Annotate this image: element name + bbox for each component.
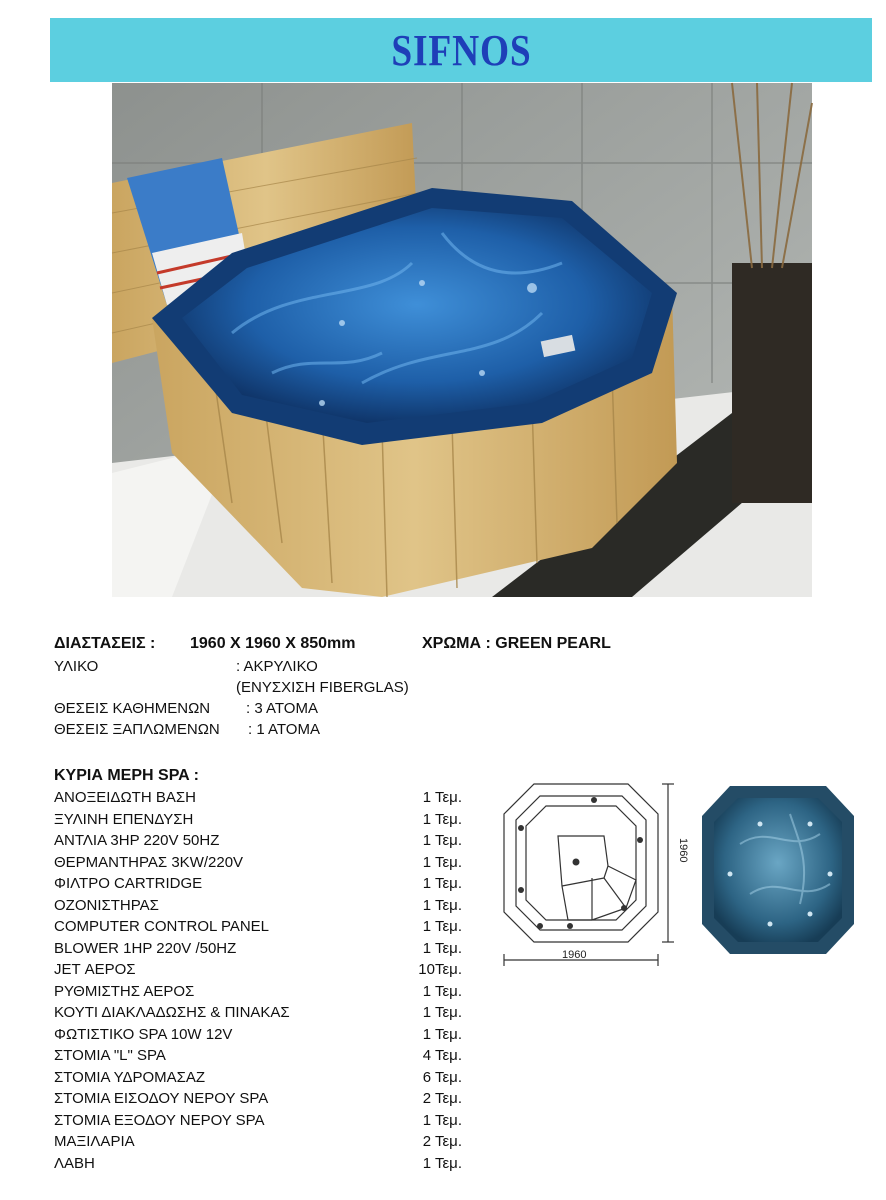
material-row-2 <box>54 677 814 698</box>
material-value: : ΑΚΡΥΛΙΚΟ <box>236 658 318 675</box>
spa-thumbnail-svg <box>700 784 856 956</box>
spec-header-line <box>54 633 814 654</box>
list-item: ΣΤΟΜΙΑ "L" SPA 4 Τεμ. <box>54 1047 462 1064</box>
product-title: SIFNOS <box>390 25 532 75</box>
list-item: ΡΥΘΜΙΣΤΗΣ ΑΕΡΟΣ 1 Τεμ. <box>54 982 462 1000</box>
seated-row <box>54 698 814 719</box>
parts-title: ΚΥΡΙΑ ΜΕΡΗ SPA : <box>54 767 199 784</box>
lying-row <box>54 719 814 740</box>
seated-value: : 3 ΑΤΟΜΑ <box>246 700 318 717</box>
spa-photo <box>112 83 812 597</box>
list-item: ΞΥΛΙΝΗ ΕΠΕΝΔΥΣΗ 1 Τεμ. <box>54 810 462 828</box>
list-item: ΛΑΒΗ 1 Τεμ. <box>54 1154 462 1172</box>
list-item: ΑΝΤΛΙΑ 3HP 220V 50HZ 1 Τεμ. <box>54 832 462 849</box>
list-item: ΣΤΟΜΙΑ ΕΞΟΔΟΥ ΝΕΡΟΥ SPA 1 Τεμ. <box>54 1111 462 1129</box>
color-label: ΧΡΩΜΑ : GREEN PEARL <box>422 635 611 652</box>
material-label: ΥΛΙΚΟ <box>54 658 99 675</box>
dimensions-label: ΔΙΑΣΤΑΣΕΙΣ : <box>54 635 156 652</box>
list-item: ΘΕΡΜΑΝΤΗΡΑΣ 3KW/220V 1 Τεμ. <box>54 853 462 871</box>
spec-block <box>54 633 814 740</box>
list-item: ΟΖΟΝΙΣΤΗΡΑΣ 1 Τεμ. <box>54 896 462 914</box>
title-banner <box>50 18 872 82</box>
list-item: ΦΩΤΙΣΤΙΚΟ SPA 10W 12V 1 Τεμ. <box>54 1025 462 1043</box>
list-item: ΣΤΟΜΙΑ ΕΙΣΟΔΟΥ ΝΕΡΟΥ SPA 2 Τεμ. <box>54 1090 462 1107</box>
list-item: ΣΤΟΜΙΑ ΥΔΡΟΜΑΣΑΖ 6 Τεμ. <box>54 1068 462 1086</box>
seated-label: ΘΕΣΕΙΣ ΚΑΘΗΜΕΝΩΝ <box>54 700 211 717</box>
material-value-2: (ΕΝΥΣΧΙΣΗ FIBERGLAS) <box>236 679 409 696</box>
list-item: ΑΝΟΞΕΙΔΩΤΗ ΒΑΣΗ 1 Τεμ. <box>54 789 462 806</box>
list-item: BLOWER 1HP 220V /50HZ 1 Τεμ. <box>54 939 462 957</box>
list-item: ΜΑΞΙΛΑΡΙΑ 2 Τεμ. <box>54 1133 462 1150</box>
dimensions-value: 1960 X 1960 X 850mm <box>190 635 356 652</box>
list-item: COMPUTER CONTROL PANEL 1 Τεμ. <box>54 918 462 935</box>
list-item: JET ΑΕΡΟΣ 10Τεμ. <box>54 961 462 978</box>
plan-drawing-svg <box>496 778 689 968</box>
plan-height-label: 1960 <box>677 838 689 863</box>
plan-width-label: 1960 <box>562 949 587 961</box>
plan-drawing <box>496 778 689 968</box>
lying-label: ΘΕΣΕΙΣ ΞΑΠΛΩΜΕΝΩΝ <box>54 721 220 738</box>
list-item: ΚΟΥΤΙ ΔΙΑΚΛΑΔΩΣΗΣ & ΠΙΝΑΚΑΣ 1 Τεμ. <box>54 1004 462 1021</box>
parts-list <box>54 789 474 1176</box>
spa-thumbnail <box>700 784 856 956</box>
lying-value: : 1 ΑΤΟΜΑ <box>248 721 320 738</box>
material-row <box>54 656 814 677</box>
spa-photo-illustration <box>112 83 812 597</box>
list-item: ΦΙΛΤΡΟ CARTRIDGE 1 Τεμ. <box>54 875 462 892</box>
